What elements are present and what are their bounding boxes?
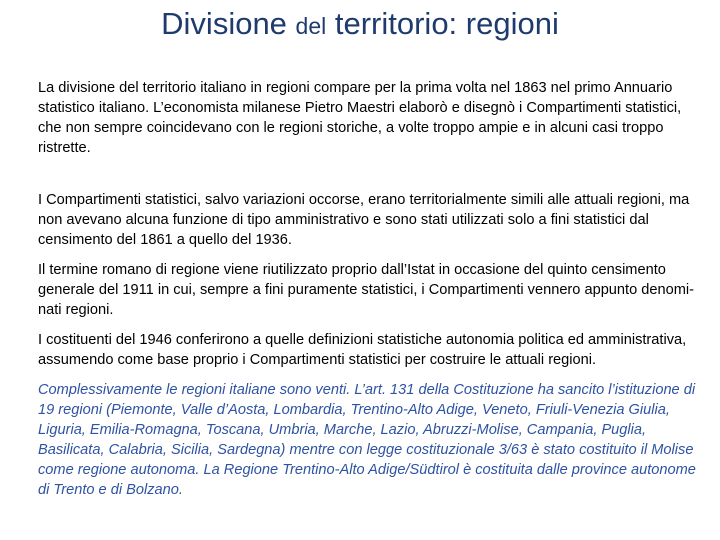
title-part-1: Divisione — [161, 6, 296, 41]
paragraph-compartimenti: I Compartimenti statistici, salvo variazioni occorse, erano territorialmente simili alle attuali regioni, ma non avevano alcuna funzione di tipo amministrativo e sono stati utilizzati solo a fini statistici dal censimento del 1861 a quello del 1936. — [38, 192, 690, 248]
paragraph-costituenti: I costituenti del 1946 conferirono a quelle definizioni statistiche autonomia politica ed amministrativa, assumendo come base proprio i Compartimenti statistici per costruire le attuali regioni. — [38, 332, 687, 368]
paragraph-regioni-italiane: Complessivamente le regioni italiane sono venti. L’art. 131 della Costituzione ha sancito l’istituzione di 19 regioni (Piemonte, Valle d’Aosta, Lombardia, Trentino-Alto Adige, Veneto, Friuli-Venezia Giulia, Liguria, Emilia-Romagna, Toscana, Umbria, Marche, Lazio, Abruzzi-Molise, Campania, Puglia, Basilicata, Calabria, Sicilia, Sardegna) mentre con legge costituzionale 3/63 è stato costituito il Molise come regione autonoma. La Regione Trentino-Alto Adige/Südtirol è costituita dalle province autonome di Trento e di Bolzano. — [38, 382, 696, 498]
title-part-3: territorio: regioni — [326, 6, 559, 41]
title-part-2: del — [295, 13, 327, 39]
paragraph-term-regione: Il termine romano di regione viene riutilizzato proprio dall’Istat in occasione del quinto censimento generale del 1911 in cui, sempre a fini puramente statistici, i Compartimenti vennero appunto denomi-nati regioni. — [38, 262, 694, 318]
paragraph-origins: La divisione del territorio italiano in regioni compare per la prima volta nel 1863 nel primo Annuario statistico italiano. L’economista milanese Pietro Maestri elaborò e disegnò i Compartimenti statistici, che non sempre coincidevano con le regioni storiche, a volte troppo ampie e in alcuni casi troppo ristrette. — [38, 80, 682, 156]
page-title — [0, 4, 720, 46]
body-text — [38, 78, 698, 500]
